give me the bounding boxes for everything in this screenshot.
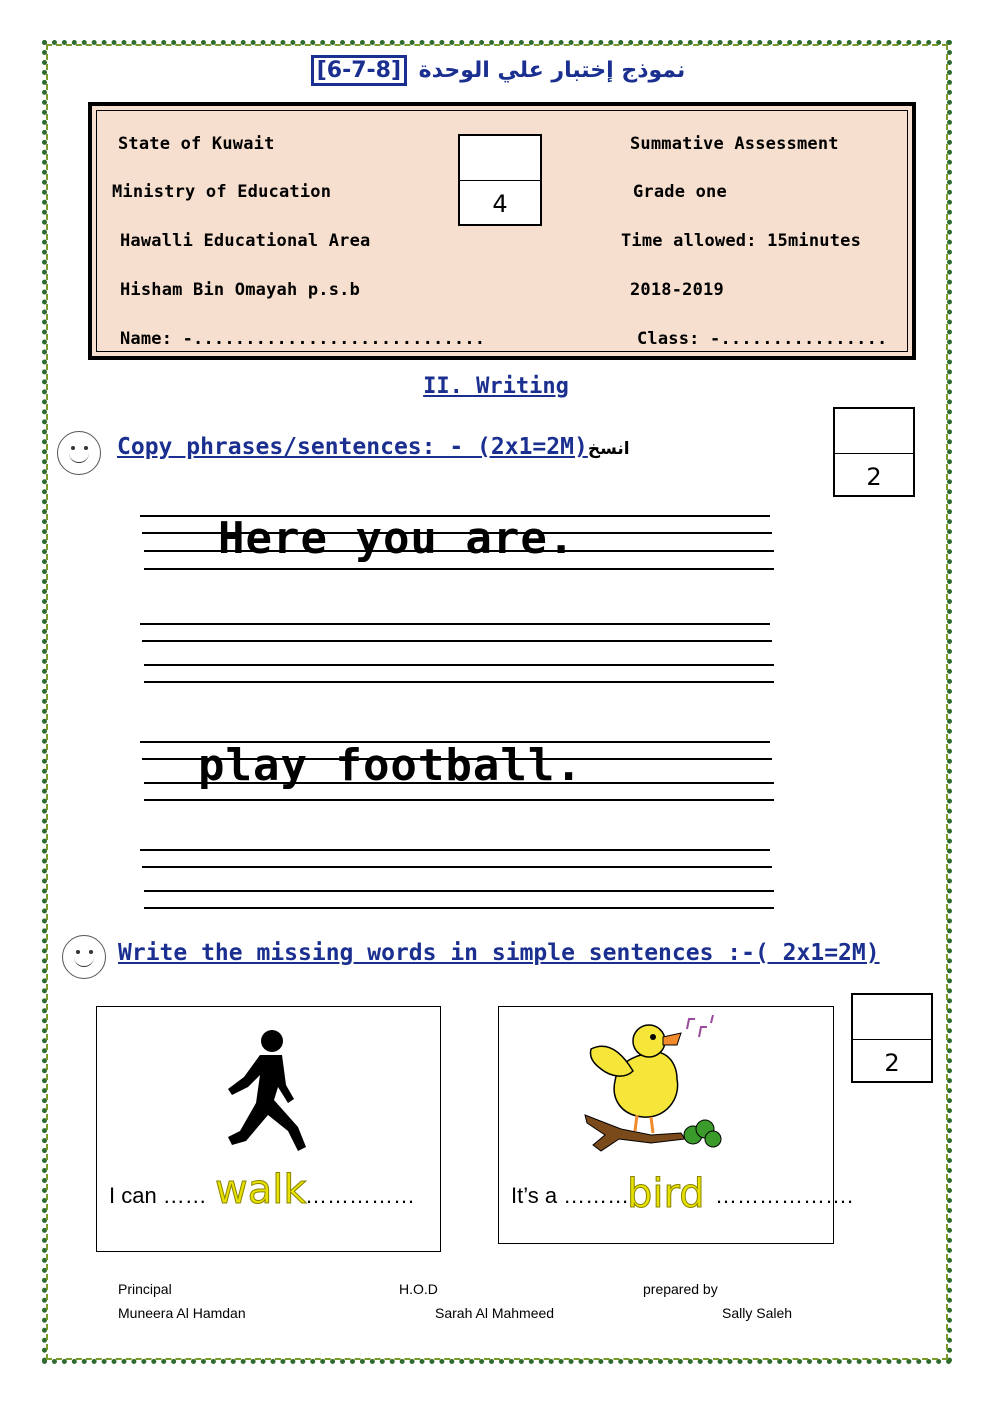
exam-title-units: [6-7-8] bbox=[311, 55, 407, 86]
prepared-label: prepared by bbox=[643, 1281, 718, 1297]
year-label: 2018-2019 bbox=[630, 280, 724, 300]
exam-title-text: نموذج إختبار علي الوحدة bbox=[418, 58, 686, 83]
copy-sentence-1: Here you are. bbox=[218, 513, 576, 564]
class-field[interactable]: Class: -................ bbox=[637, 329, 888, 349]
hod-label: H.O.D bbox=[399, 1281, 438, 1297]
smiley-icon bbox=[57, 431, 101, 475]
question1-arabic: انسخ bbox=[587, 439, 630, 459]
answer-bird[interactable]: bird bbox=[627, 1171, 705, 1217]
assessment-label: Summative Assessment bbox=[630, 134, 839, 154]
smiley-icon bbox=[62, 935, 106, 979]
question2-title: Write the missing words in simple sentences :-( 2x1=2M) bbox=[118, 940, 880, 966]
question1-score-box bbox=[833, 407, 915, 497]
grade-label: Grade one bbox=[633, 182, 727, 202]
total-score-box bbox=[458, 134, 542, 226]
hod-name: Sarah Al Mahmeed bbox=[435, 1305, 555, 1321]
state-label: State of Kuwait bbox=[118, 134, 275, 154]
singing-bird-icon bbox=[581, 1015, 741, 1165]
answer-walk[interactable]: walk bbox=[215, 1167, 307, 1213]
principal-name: Muneera Al Hamdan bbox=[118, 1305, 246, 1321]
question1-title-text: Copy phrases/sentences: - (2x1=2M) bbox=[117, 434, 588, 460]
walking-man-icon bbox=[202, 1025, 322, 1165]
sentence-walk-prefix: I can …… bbox=[109, 1183, 207, 1208]
question2-score-box bbox=[851, 993, 933, 1083]
prepared-name: Sally Saleh bbox=[722, 1305, 793, 1321]
principal-label: Principal bbox=[118, 1281, 172, 1297]
total-score-value: 4 bbox=[492, 190, 508, 218]
question2-score-value: 2 bbox=[884, 1049, 900, 1077]
question1-score-value: 2 bbox=[866, 463, 882, 491]
header-info-box bbox=[88, 102, 916, 360]
sentence-bird-suffix: ………………. bbox=[715, 1183, 854, 1208]
school-label: Hisham Bin Omayah p.s.b bbox=[120, 280, 361, 300]
ministry-label: Ministry of Education bbox=[112, 182, 332, 202]
area-label: Hawalli Educational Area bbox=[120, 231, 371, 251]
question1-title bbox=[117, 434, 630, 460]
picture-card-bird bbox=[498, 1006, 854, 1244]
section-title: II. Writing bbox=[423, 374, 569, 399]
time-label: Time allowed: 15minutes bbox=[621, 231, 862, 251]
copy-sentence-2: play football. bbox=[198, 740, 583, 791]
sentence-bird-prefix: It’s a ……… bbox=[511, 1183, 630, 1208]
picture-card-walk bbox=[96, 1006, 441, 1252]
name-field[interactable]: Name: -............................ bbox=[120, 329, 486, 349]
exam-title bbox=[0, 58, 992, 83]
sentence-walk-suffix: …………… bbox=[305, 1183, 415, 1208]
